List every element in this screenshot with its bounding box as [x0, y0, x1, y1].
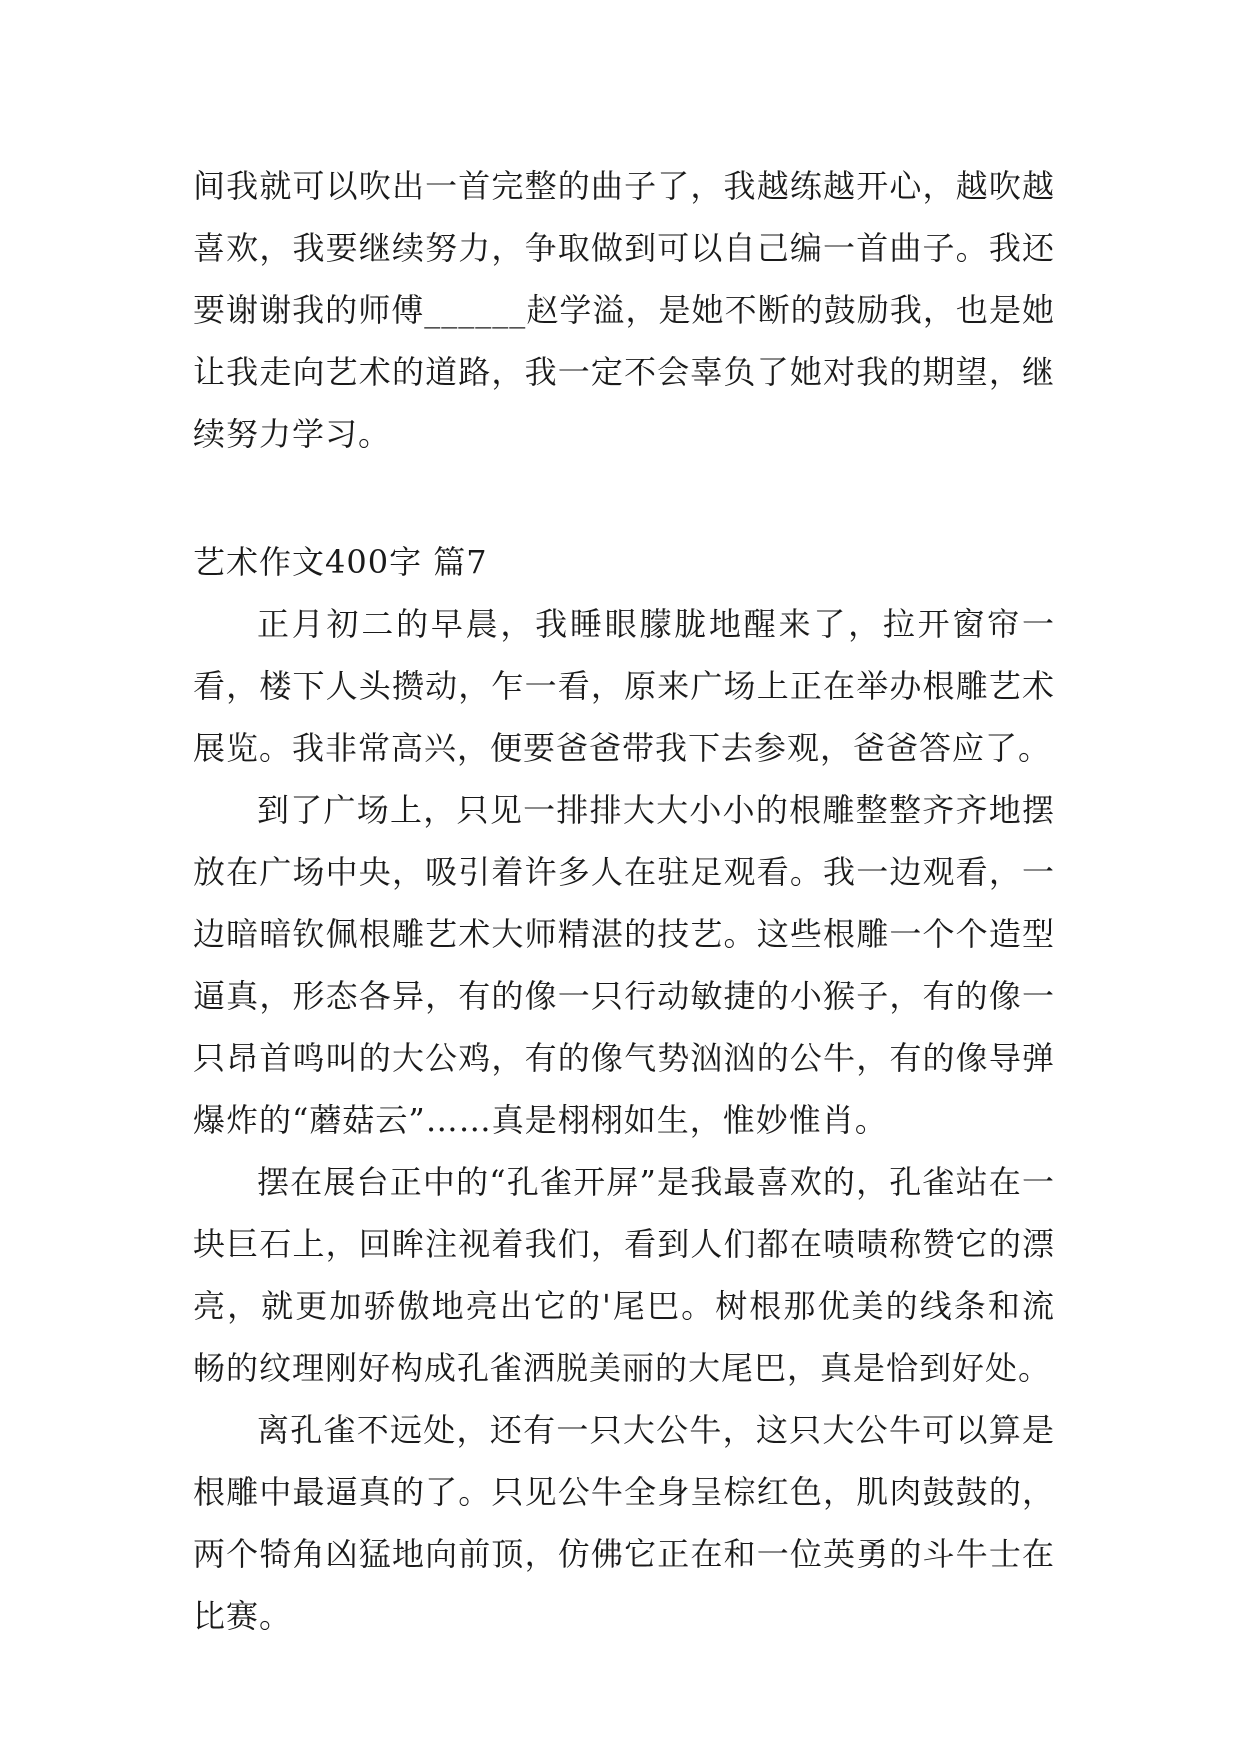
paragraph-4: 离孔雀不远处，还有一只大公牛，这只大公牛可以算是根雕中最逼真的了。只见公牛全身呈棕红色，肌肉鼓鼓的，两个犄角凶猛地向前顶，仿佛它正在和一位英勇的斗牛士在比赛。 — [193, 1411, 1055, 1635]
section-title: 艺术作文400字 篇7 — [193, 543, 488, 581]
paragraph-continued: 间我就可以吹出一首完整的曲子了，我越练越开心，越吹越喜欢，我要继续努力，争取做到可以自己编一首曲子。我还要谢谢我的师傅______赵学溢，是她不断的鼓励我，也是她让我走向艺术的道路，我一定不会辜负了她对我的期望，继续努力学习。 — [193, 167, 1055, 453]
paragraph-3: 摆在展台正中的“孔雀开屏”是我最喜欢的，孔雀站在一块巨石上，回眸注视着我们，看到人们都在啧啧称赞它的漂亮，就更加骄傲地亮出它的'尾巴。树根那优美的线条和流畅的纹理刚好构成孔雀洒脱美丽的大尾巴，真是恰到好处。 — [193, 1163, 1055, 1387]
document-page — [193, 155, 1055, 1647]
paragraph-1: 正月初二的早晨，我睡眼朦胧地醒来了，拉开窗帘一看，楼下人头攒动，乍一看，原来广场上正在举办根雕艺术展览。我非常高兴，便要爸爸带我下去参观，爸爸答应了。 — [193, 605, 1055, 767]
paragraph-2: 到了广场上，只见一排排大大小小的根雕整整齐齐地摆放在广场中央，吸引着许多人在驻足观看。我一边观看，一边暗暗钦佩根雕艺术大师精湛的技艺。这些根雕一个个造型逼真，形态各异，有的像一只行动敏捷的小猴子，有的像一只昂首鸣叫的大公鸡，有的像气势汹汹的公牛，有的像导弹爆炸的“蘑菇云”……真是栩栩如生，惟妙惟肖。 — [193, 791, 1055, 1139]
